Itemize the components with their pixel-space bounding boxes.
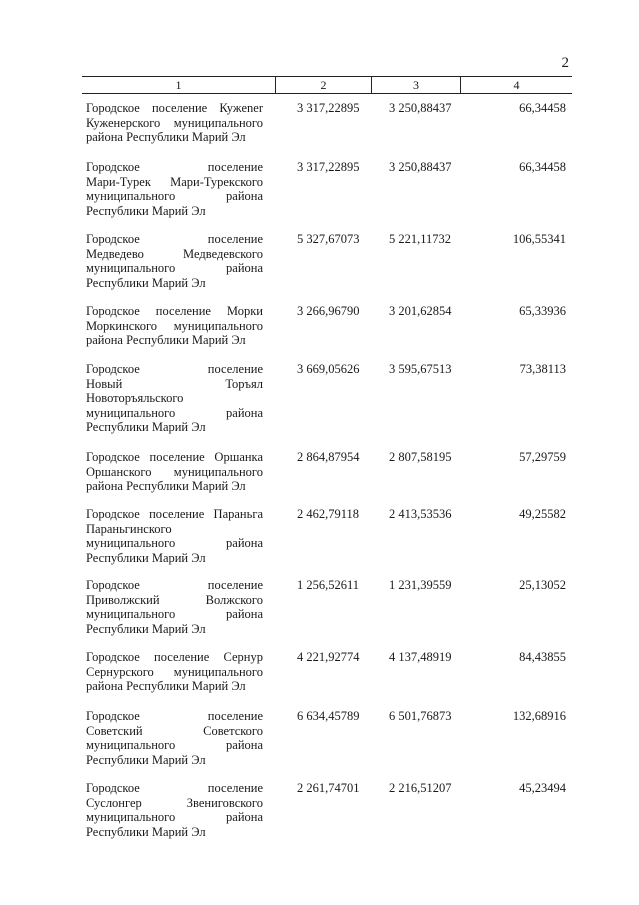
value-v3: 3 250,88437 xyxy=(389,101,452,115)
value-v4: 57,29759 xyxy=(519,450,566,464)
settlement-name-line: Параньгинского xyxy=(86,521,172,536)
value-v4: 49,25582 xyxy=(519,507,566,521)
settlement-name-line: Республики Марий Эл xyxy=(86,752,206,767)
table-row xyxy=(86,362,566,435)
settlement-name-line: района Республики Марий Эл xyxy=(86,679,246,694)
table-row xyxy=(86,304,566,348)
value-v3: 2 807,58195 xyxy=(389,450,452,464)
value-v4: 106,55341 xyxy=(512,232,566,246)
table-row xyxy=(86,650,566,694)
table-row xyxy=(86,507,566,565)
table-row xyxy=(86,450,566,494)
settlement-name-line: Сернурского муниципального xyxy=(86,664,263,679)
value-v2: 3 266,96790 xyxy=(297,304,360,318)
value-v4: 73,38113 xyxy=(519,362,566,376)
settlement-name-line: Городское поселение xyxy=(86,709,263,723)
value-v2: 2 261,74701 xyxy=(297,781,360,795)
settlement-name-line: муниципального района xyxy=(86,607,263,622)
value-v2: 6 634,45789 xyxy=(297,709,360,723)
value-v4: 132,68916 xyxy=(512,709,566,723)
settlement-name-line: Городское поселение xyxy=(86,362,263,376)
settlement-name-line: Городское поселение Параньга xyxy=(86,507,263,521)
header-col-2: 2 xyxy=(276,77,372,93)
settlement-name-line: Республики Марий Эл xyxy=(86,203,206,218)
value-v4: 84,43855 xyxy=(519,650,566,664)
page-number: 2 xyxy=(561,55,569,71)
settlement-name xyxy=(86,304,263,348)
settlement-name-line: Советский Советского xyxy=(86,723,263,738)
settlement-name-line: Оршанского муниципального xyxy=(86,464,263,479)
settlement-name-line: Республики Марий Эл xyxy=(86,275,206,290)
settlement-name-line: Городское поселение Сернур xyxy=(86,650,263,664)
value-v3: 3 250,88437 xyxy=(389,160,452,174)
table-row xyxy=(86,101,566,145)
settlement-name-line: Республики Марий Эл xyxy=(86,621,206,636)
settlement-name xyxy=(86,362,263,435)
value-v4: 65,33936 xyxy=(519,304,566,318)
table-header xyxy=(82,76,572,94)
value-v2: 2 462,79118 xyxy=(297,507,360,521)
settlement-name-line: муниципального района xyxy=(86,536,263,551)
value-v3: 5 221,11732 xyxy=(389,232,452,246)
settlement-name-line: Городское поселение Оршанка xyxy=(86,450,263,464)
settlement-name-line: муниципального района xyxy=(86,405,263,420)
settlement-name-line: Суслонгер Звениговского xyxy=(86,795,263,810)
header-col-4: 4 xyxy=(513,78,520,92)
header-col-3: 3 xyxy=(372,77,461,93)
value-v3: 1 231,39559 xyxy=(389,578,452,592)
value-v2: 3 317,22895 xyxy=(297,160,360,174)
settlement-name-line: муниципального района xyxy=(86,189,263,204)
value-v2: 3 317,22895 xyxy=(297,101,360,115)
value-v2: 3 669,05626 xyxy=(297,362,360,376)
value-v3: 2 413,53536 xyxy=(389,507,452,521)
value-v2: 5 327,67073 xyxy=(297,232,360,246)
value-v3: 4 137,48919 xyxy=(389,650,452,664)
value-v4: 25,13052 xyxy=(519,578,566,592)
settlement-name xyxy=(86,781,263,839)
settlement-name xyxy=(86,578,263,636)
settlement-name xyxy=(86,101,263,145)
value-v4: 45,23494 xyxy=(519,781,566,795)
settlement-name-line: района Республики Марий Эл xyxy=(86,333,246,348)
table-row xyxy=(86,160,566,218)
value-v2: 1 256,52611 xyxy=(297,578,360,592)
table-row xyxy=(86,232,566,290)
table-row xyxy=(86,781,566,839)
value-v3: 2 216,51207 xyxy=(389,781,452,795)
value-v4: 66,34458 xyxy=(519,160,566,174)
settlement-name-line: Республики Марий Эл xyxy=(86,420,206,435)
settlement-name-line: Куженерского муниципального xyxy=(86,115,263,130)
settlement-name-line: Мари-Турек Мари-Турекского xyxy=(86,174,263,189)
settlement-name xyxy=(86,709,263,767)
value-v3: 3 595,67513 xyxy=(389,362,452,376)
value-v3: 3 201,62854 xyxy=(389,304,452,318)
value-v2: 2 864,87954 xyxy=(297,450,360,464)
settlement-name xyxy=(86,232,263,290)
settlement-name-line: Приволжский Волжского xyxy=(86,592,263,607)
settlement-name-line: Городское поселение xyxy=(86,232,263,246)
settlement-name xyxy=(86,650,263,694)
settlement-name-line: Медведево Медведевского xyxy=(86,246,263,261)
settlement-name-line: Новый Торъял xyxy=(86,376,263,391)
settlement-name-line: района Республики Марий Эл xyxy=(86,479,246,494)
settlement-name-line: Городское поселение Морки xyxy=(86,304,263,318)
settlement-name-line: Городское поселение xyxy=(86,160,263,174)
settlement-name-line: муниципального района xyxy=(86,261,263,276)
value-v3: 6 501,76873 xyxy=(389,709,452,723)
settlement-name-line: муниципального района xyxy=(86,810,263,825)
settlement-name xyxy=(86,507,263,565)
settlement-name xyxy=(86,450,263,494)
settlement-name-line: Республики Марий Эл xyxy=(86,550,206,565)
settlement-name-line: Городское поселение Кужener xyxy=(86,101,263,115)
table-row xyxy=(86,709,566,767)
settlement-name-line: Городское поселение xyxy=(86,578,263,592)
table-row xyxy=(86,578,566,636)
settlement-name xyxy=(86,160,263,218)
settlement-name-line: Городское поселение xyxy=(86,781,263,795)
settlement-name-line: Республики Марий Эл xyxy=(86,824,206,839)
settlement-name-line: Моркинского муниципального xyxy=(86,318,263,333)
settlement-name-line: района Республики Марий Эл xyxy=(86,130,246,145)
settlement-name-line: Новоторъяльского xyxy=(86,391,184,406)
header-col-1: 1 xyxy=(82,77,276,93)
value-v4: 66,34458 xyxy=(519,101,566,115)
settlement-name-line: муниципального района xyxy=(86,738,263,753)
value-v2: 4 221,92774 xyxy=(297,650,360,664)
